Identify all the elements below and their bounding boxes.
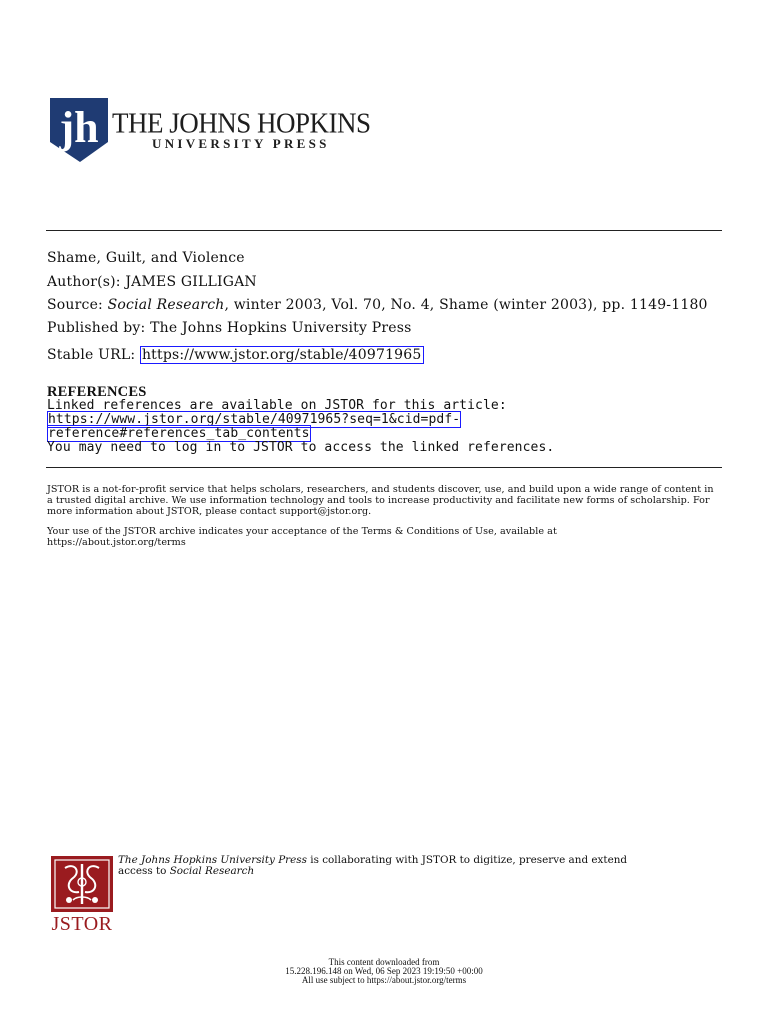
publisher-name: The Johns Hopkins University Press: [150, 320, 412, 336]
references-link-part1[interactable]: https://www.jstor.org/stable/40971965?seq=1&cid=pdf-: [48, 412, 461, 427]
published-label: Published by:: [47, 320, 146, 336]
jhu-shield-icon: [48, 96, 110, 164]
stable-url-line: [47, 346, 424, 364]
publisher-logo: [48, 96, 371, 164]
stable-url-label: Stable URL:: [47, 347, 136, 363]
middle-divider: [46, 467, 722, 468]
stable-url-link[interactable]: https://www.jstor.org/stable/40971965: [141, 347, 422, 363]
publisher-name-line2: UNIVERSITY PRESS: [152, 136, 330, 151]
references-intro: Linked references are available on JSTOR for this article:: [47, 398, 507, 413]
jstor-notice-paragraph: JSTOR is a not-for-profit service that helps scholars, researchers, and students discover, use, and build upon a wide range of content in a trusted digital archive. We use information technology and tools to increase productivity and facilitate new forms of scholarship. For more information about JSTOR, please contact support@jstor.org.: [47, 484, 714, 518]
top-divider: [46, 230, 722, 231]
references-url-line2[interactable]: [47, 427, 311, 441]
jstor-emblem-icon: [51, 856, 113, 912]
references-heading: REFERENCES: [47, 384, 147, 400]
logo-initials: jh: [59, 103, 99, 152]
references-login-note: You may need to log in to JSTOR to access the linked references.: [47, 440, 555, 455]
collaboration-statement: [118, 855, 658, 878]
jstor-wordmark: JSTOR: [51, 913, 113, 935]
terms-paragraph: Your use of the JSTOR archive indicates your acceptance of the Terms & Conditions of Use, available at https://about.jstor.org/terms: [47, 526, 557, 549]
references-link-part2[interactable]: reference#references_tab_contents: [48, 426, 310, 441]
author-line: [47, 273, 257, 291]
author-name: JAMES GILLIGAN: [125, 274, 257, 290]
collab-middle: is collaborating with JSTOR to digitize, preserve and extend access to: [118, 854, 628, 878]
source-label: Source:: [47, 297, 103, 313]
collab-publisher: The Johns Hopkins University Press: [118, 854, 307, 866]
publisher-name-line1: THE JOHNS HOPKINS: [112, 107, 371, 139]
footer-download-line: This content downloaded from: [328, 957, 440, 967]
author-label: Author(s):: [47, 274, 121, 290]
journal-name: Social Research: [107, 297, 225, 313]
source-details: , winter 2003, Vol. 70, No. 4, Shame (winter 2003), pp. 1149-1180: [224, 297, 708, 313]
source-line: [47, 296, 708, 314]
footer-ip-line: 15.228.196.148 on Wed, 06 Sep 2023 19:19:50 +00:00: [285, 966, 483, 976]
article-title: Shame, Guilt, and Violence: [47, 250, 245, 266]
jstor-logo: [49, 856, 115, 936]
collab-journal: Social Research: [169, 865, 255, 878]
footer-terms-line: All use subject to https://about.jstor.org/terms: [301, 975, 467, 985]
published-line: [47, 319, 412, 337]
